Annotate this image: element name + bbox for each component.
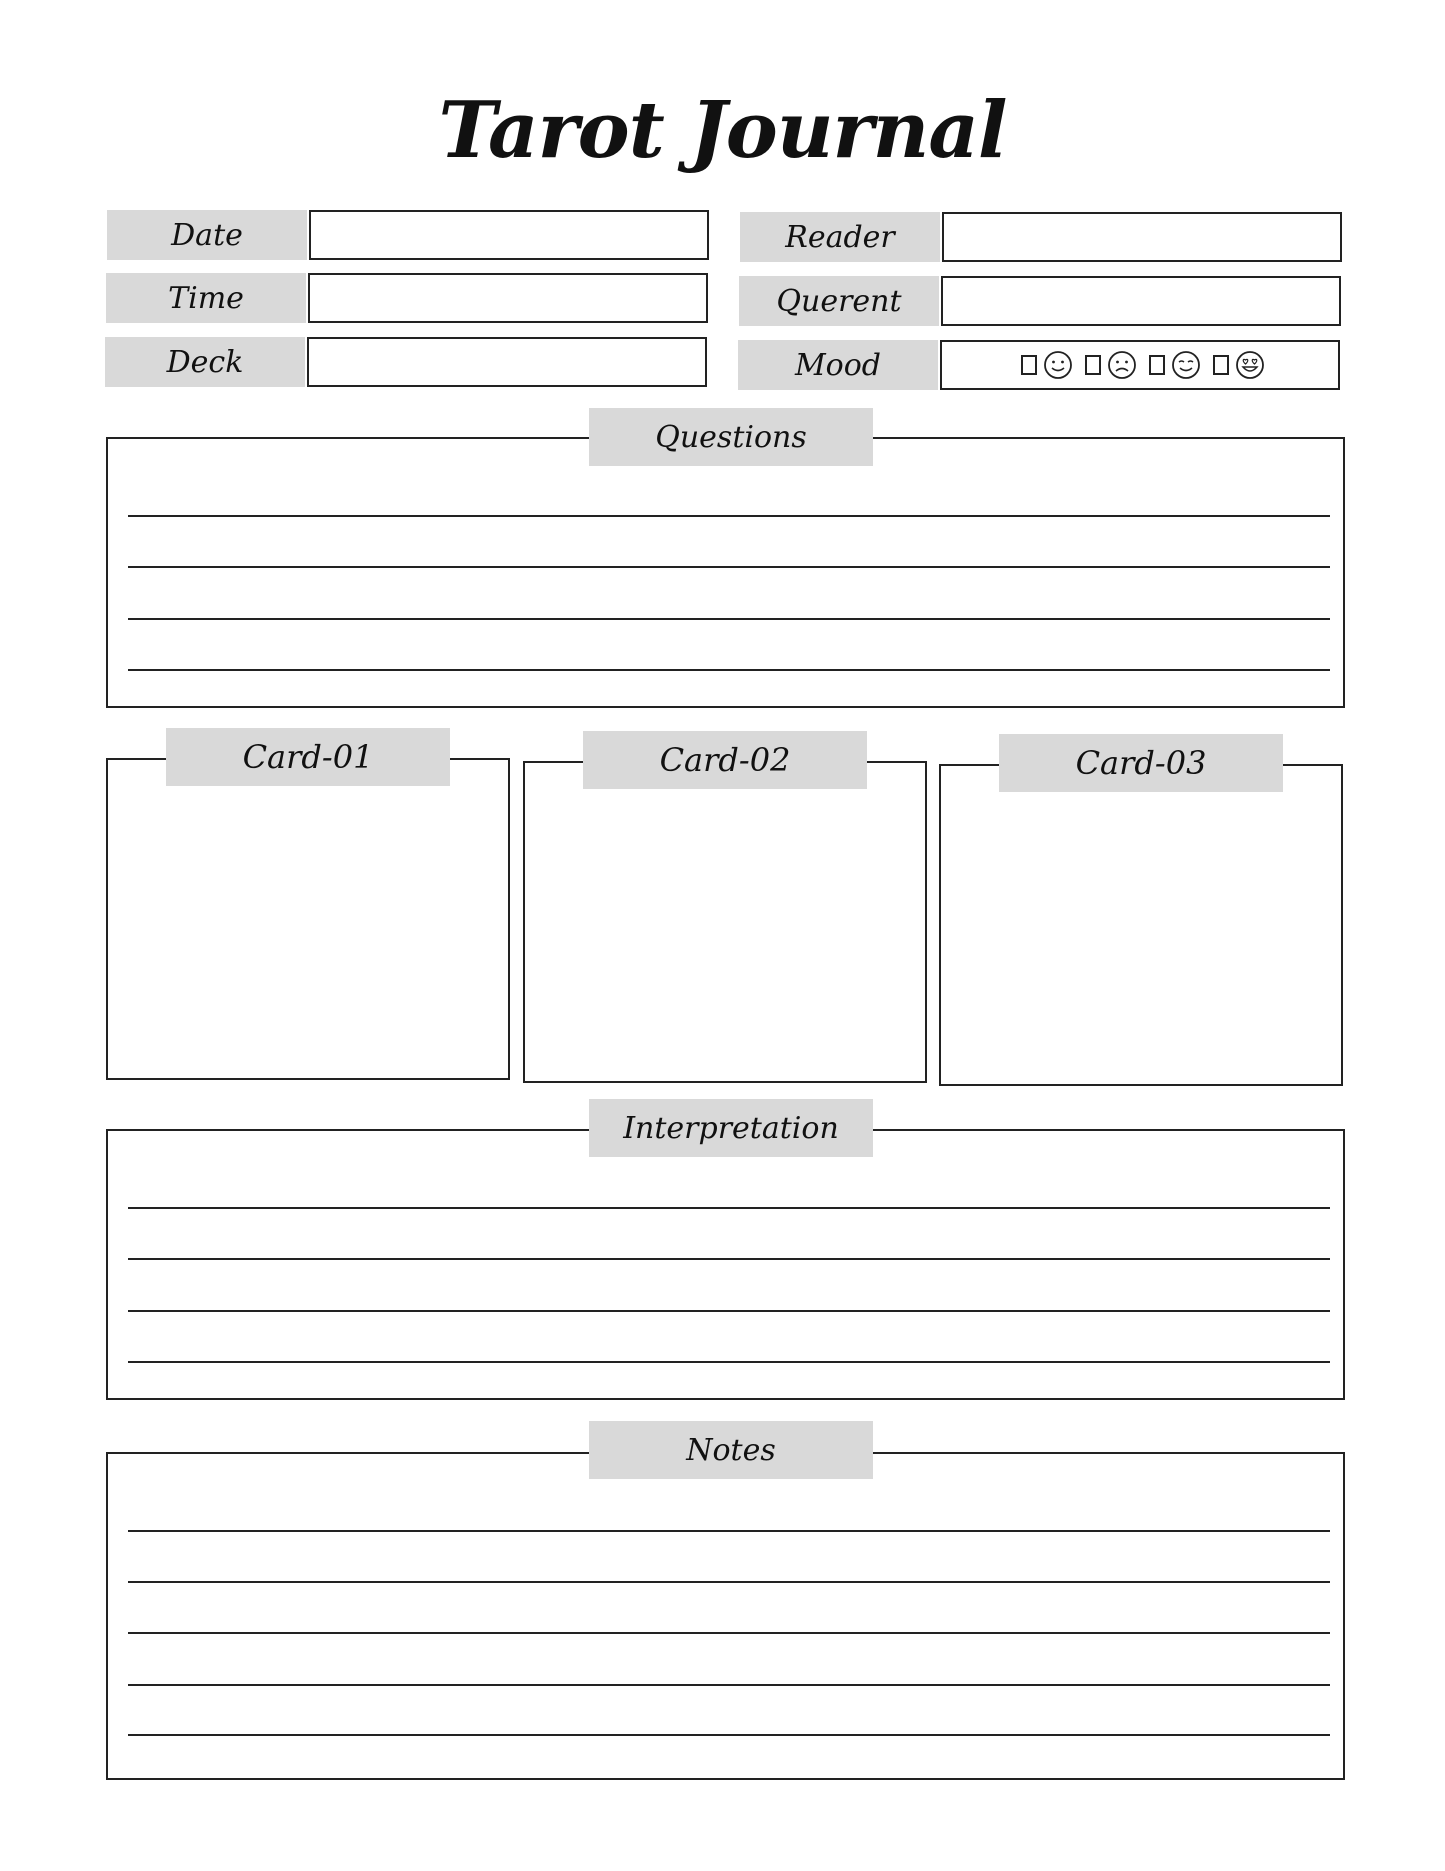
page-title: Tarot Journal xyxy=(438,85,1007,176)
notes-line xyxy=(128,1632,1330,1634)
mood-checkbox-love[interactable] xyxy=(1213,355,1229,375)
querent-field[interactable] xyxy=(941,276,1341,326)
interpretation-line xyxy=(128,1258,1330,1260)
card-02-label: Card-02 xyxy=(583,731,867,789)
card-01-box[interactable] xyxy=(106,758,510,1080)
interpretation-line xyxy=(128,1310,1330,1312)
interpretation-line xyxy=(128,1361,1330,1363)
mood-checkbox-sad[interactable] xyxy=(1085,355,1101,375)
time-field[interactable] xyxy=(308,273,708,323)
sad-face-icon xyxy=(1107,350,1137,380)
reader-label: Reader xyxy=(740,212,940,262)
questions-line xyxy=(128,669,1330,671)
interpretation-label: Interpretation xyxy=(589,1099,873,1157)
notes-label: Notes xyxy=(589,1421,873,1479)
notes-line xyxy=(128,1734,1330,1736)
questions-line xyxy=(128,618,1330,620)
date-label: Date xyxy=(107,210,307,260)
querent-label: Querent xyxy=(739,276,939,326)
questions-line xyxy=(128,515,1330,517)
time-label: Time xyxy=(106,273,306,323)
heart-eyes-face-icon xyxy=(1235,350,1265,380)
notes-panel[interactable] xyxy=(106,1452,1345,1780)
mood-label: Mood xyxy=(738,340,938,390)
deck-label: Deck xyxy=(105,337,305,387)
mood-checkbox-content[interactable] xyxy=(1149,355,1165,375)
questions-line xyxy=(128,566,1330,568)
card-03-box[interactable] xyxy=(939,764,1343,1086)
interpretation-line xyxy=(128,1207,1330,1209)
card-02-box[interactable] xyxy=(523,761,927,1083)
date-field[interactable] xyxy=(309,210,709,260)
smile-face-icon xyxy=(1043,350,1073,380)
card-01-label: Card-01 xyxy=(166,728,450,786)
notes-line xyxy=(128,1581,1330,1583)
mood-checkbox-smile[interactable] xyxy=(1021,355,1037,375)
deck-field[interactable] xyxy=(307,337,707,387)
notes-line xyxy=(128,1684,1330,1686)
questions-label: Questions xyxy=(589,408,873,466)
notes-line xyxy=(128,1530,1330,1532)
mood-field xyxy=(940,340,1340,390)
card-03-label: Card-03 xyxy=(999,734,1283,792)
questions-panel[interactable] xyxy=(106,437,1345,708)
reader-field[interactable] xyxy=(942,212,1342,262)
content-face-icon xyxy=(1171,350,1201,380)
interpretation-panel[interactable] xyxy=(106,1129,1345,1400)
